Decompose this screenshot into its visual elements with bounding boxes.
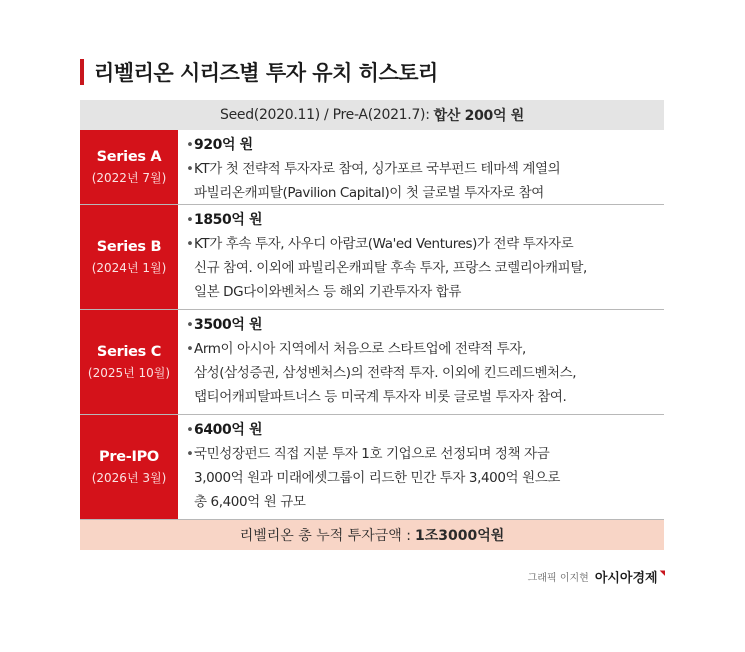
round-label: [80, 310, 178, 414]
logo-mark-icon: ◥: [659, 568, 665, 577]
round-name: Series C: [96, 344, 162, 360]
round-date: (2026년 3월): [91, 471, 167, 485]
round-description-line: 신규 참여. 이외에 파빌리온캐피탈 후속 투자, 프랑스 코렐리아캐피탈,: [194, 260, 587, 276]
round-label: [80, 205, 178, 309]
bullet-dot: •: [186, 317, 194, 333]
round-description-line: 국민성장펀드 직접 지분 투자 1호 기업으로 선정되며 정책 자금: [194, 446, 550, 462]
round-description-line: 총 6,400억 원 규모: [194, 494, 306, 510]
round-content: [178, 310, 664, 414]
bullet-dot: •: [186, 446, 194, 462]
round-label: [80, 415, 178, 519]
round-amount: 1850억 원: [194, 212, 263, 228]
bullet-dot: •: [186, 341, 194, 357]
round-description-line: 탭티어캐피탈파트너스 등 미국계 투자자 비롯 글로벌 투자자 참여.: [194, 389, 567, 405]
publisher-logo: 아시아경제: [594, 571, 658, 586]
round-description-line: 파빌리온캐피탈(Pavilion Capital)이 첫 글로벌 투자자로 참여: [194, 185, 544, 201]
round-content: [178, 415, 664, 519]
round-content: [178, 130, 664, 204]
round-description-line: KT가 첫 전략적 투자자로 참여, 싱가포르 국부펀드 테마섹 계열의: [194, 161, 561, 177]
round-date: (2024년 1월): [91, 261, 167, 275]
round-row-series-a: [80, 130, 664, 204]
round-name: Series B: [96, 239, 162, 255]
round-date: (2025년 10월): [87, 366, 171, 380]
cumulative-total-band: [80, 519, 664, 550]
round-amount: 920억 원: [194, 137, 253, 153]
round-name: Series A: [96, 149, 162, 165]
title-block: [80, 58, 438, 86]
round-date: (2022년 7월): [91, 171, 167, 185]
round-description-line: Arm이 아시아 지역에서 처음으로 스타트업에 전략적 투자,: [194, 341, 526, 357]
graphic-credit: 그래픽 이지현: [527, 573, 589, 584]
round-description-line: 일본 DG다이와벤처스 등 해외 기관투자자 합류: [194, 284, 462, 300]
seed-summary-total: 합산 200억 원: [433, 108, 525, 124]
credit-line: [528, 567, 665, 586]
round-row-series-c: [80, 309, 664, 414]
round-label: [80, 130, 178, 204]
bullet-dot: •: [186, 137, 194, 153]
investment-table: [80, 100, 664, 550]
seed-summary-text: Seed(2020.11) / Pre-A(2021.7):: [219, 107, 430, 123]
bullet-dot: •: [186, 236, 194, 252]
round-amount: 3500억 원: [194, 317, 263, 333]
bullet-dot: •: [186, 422, 194, 438]
title-accent-bar: [80, 59, 84, 85]
round-description-line: 3,000억 원과 미래에셋그룹이 리드한 민간 투자 3,400억 원으로: [194, 470, 560, 486]
chart-title: 리벨리온 시리즈별 투자 유치 히스토리: [94, 61, 438, 85]
round-description-line: KT가 후속 투자, 사우디 아람코(Wa'ed Ventures)가 전략 투자자로: [194, 236, 574, 252]
cumulative-total-text: 리벨리온 총 누적 투자금액 :: [239, 528, 411, 544]
round-name: Pre-IPO: [99, 449, 159, 465]
seed-summary-band: [80, 100, 664, 130]
round-row-pre-ipo: [80, 414, 664, 519]
cumulative-total-value: 1조3000억원: [415, 528, 505, 544]
round-amount: 6400억 원: [194, 422, 263, 438]
bullet-dot: •: [186, 212, 194, 228]
round-row-series-b: [80, 204, 664, 309]
bullet-dot: •: [186, 161, 194, 177]
round-content: [178, 205, 664, 309]
round-description-line: 삼성(삼성증권, 삼성벤처스)의 전략적 투자. 이외에 킨드레드벤처스,: [194, 365, 577, 381]
